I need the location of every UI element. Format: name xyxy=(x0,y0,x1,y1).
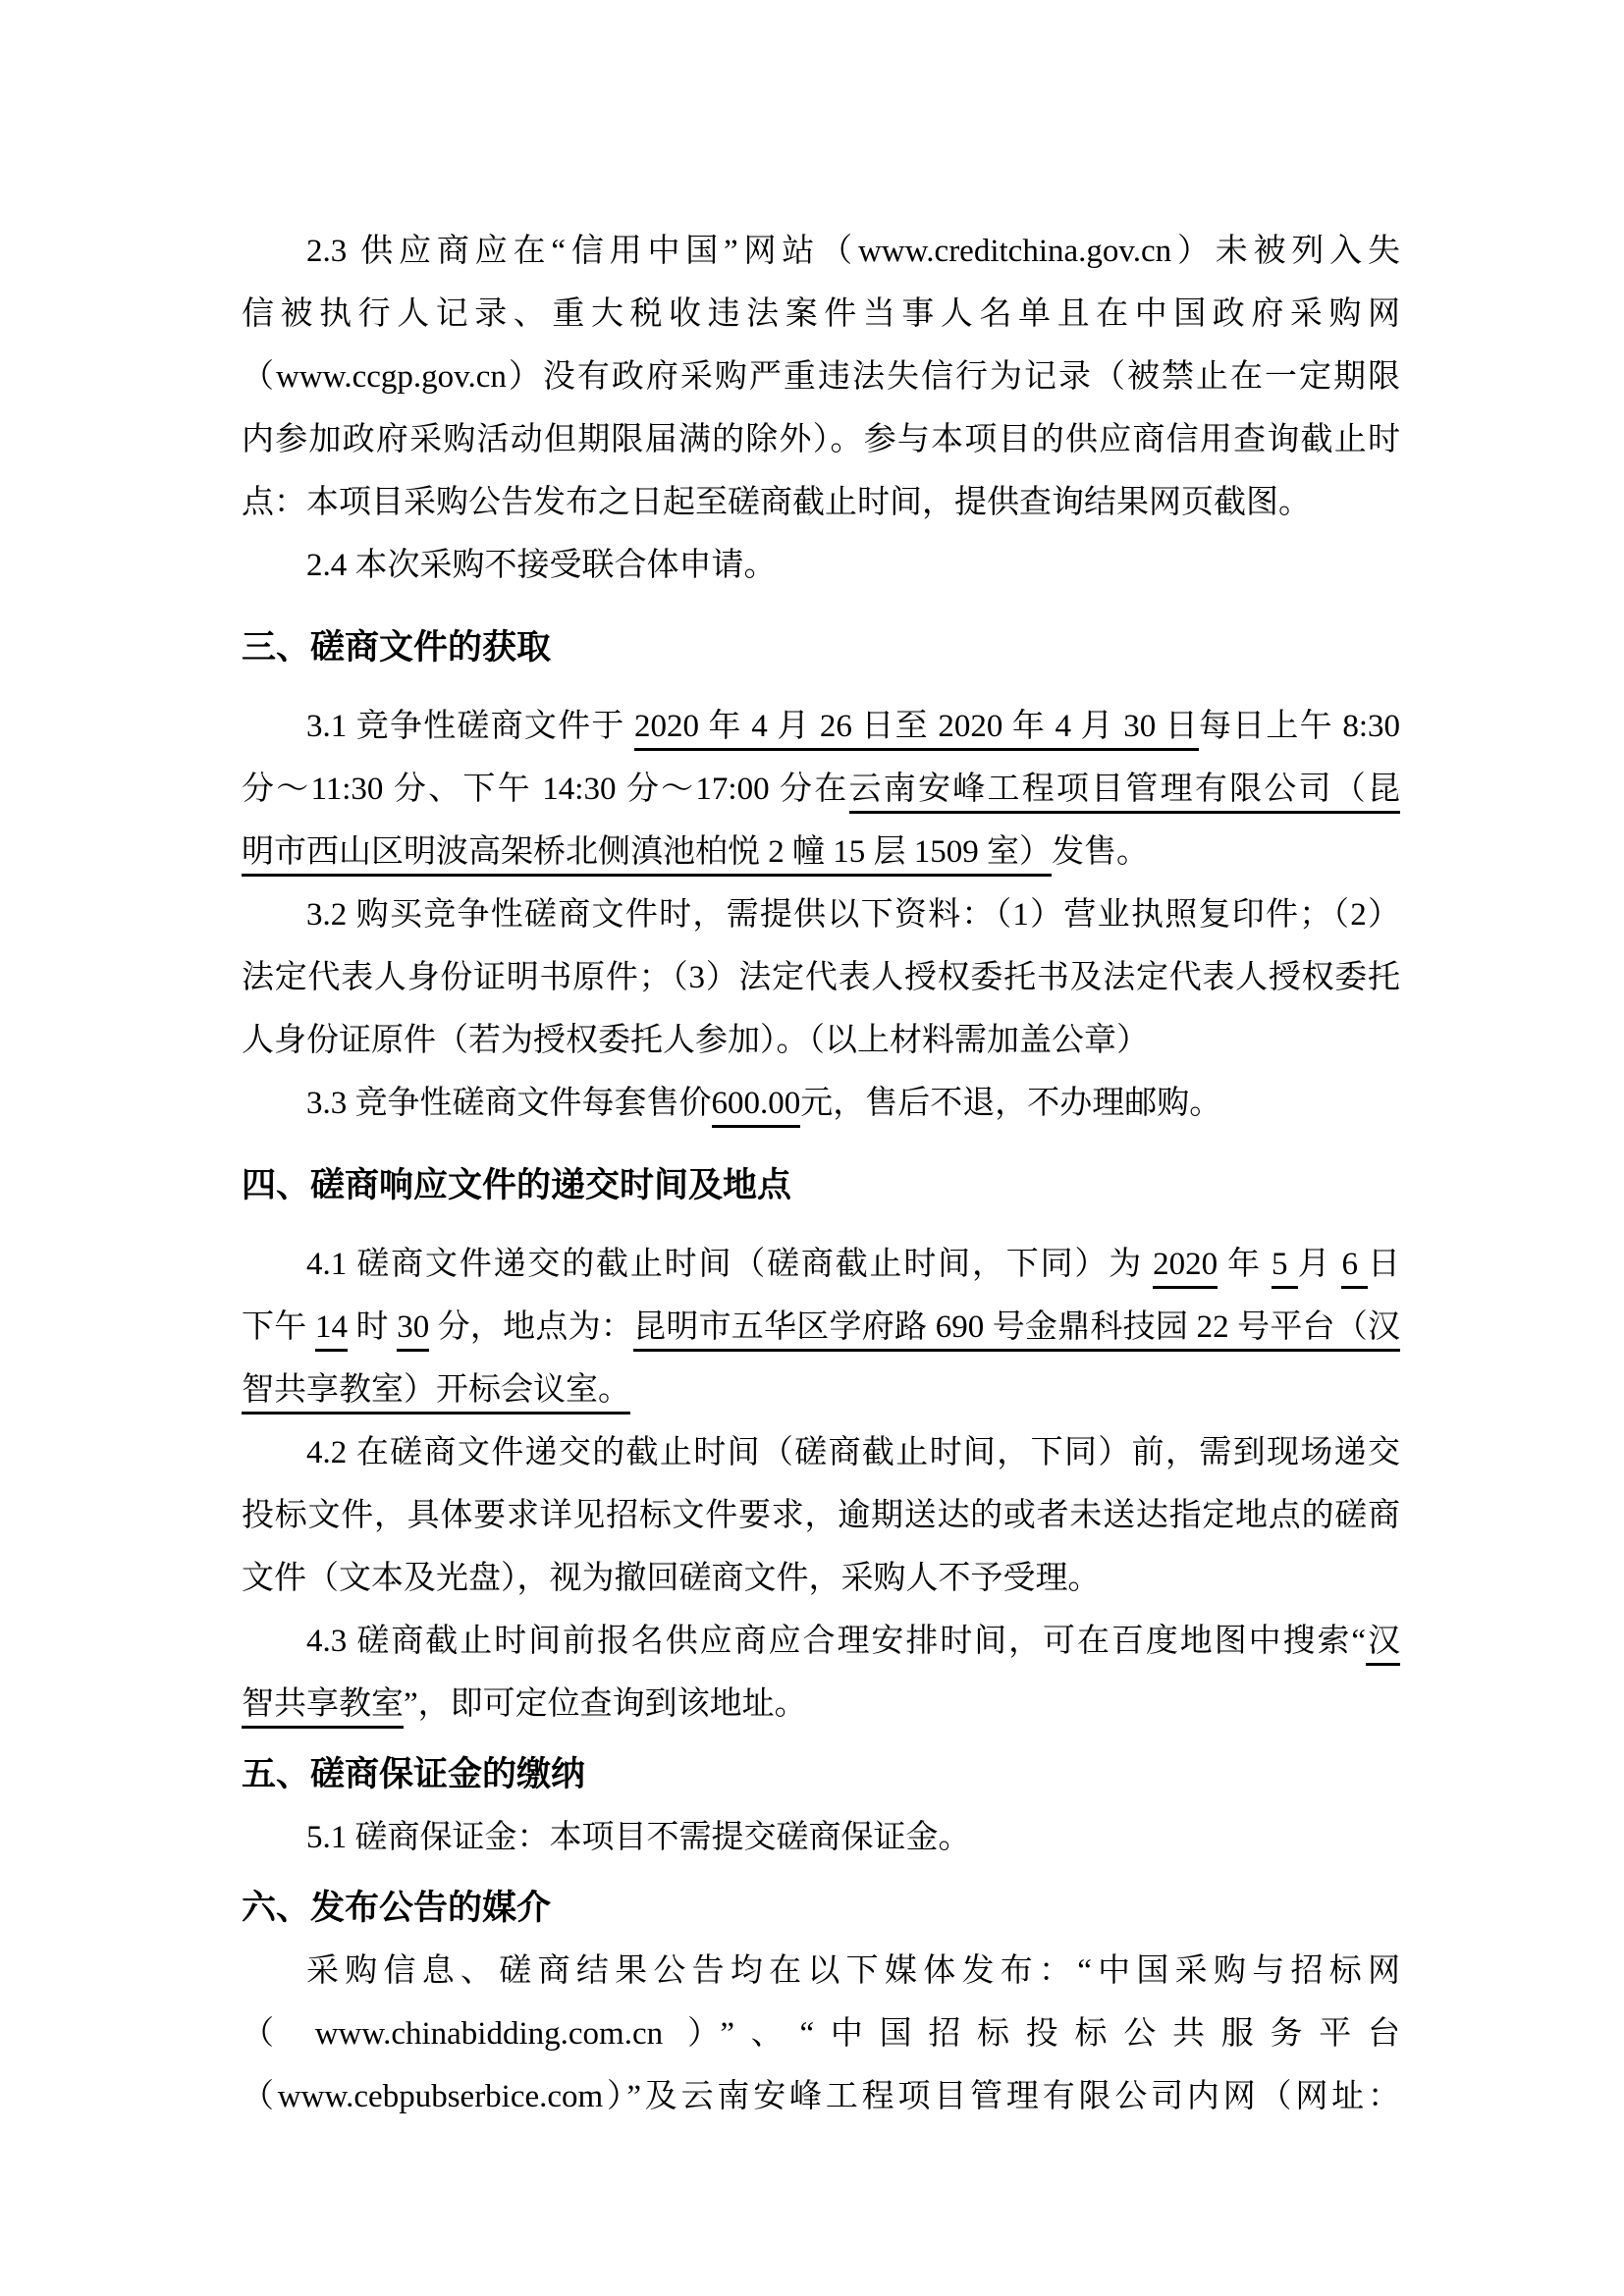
text-line xyxy=(242,1296,1400,1359)
underlined-text: 5 xyxy=(1272,1247,1298,1289)
text-line xyxy=(242,1547,1400,1610)
text-line xyxy=(242,1072,1400,1135)
text-line xyxy=(242,821,1400,883)
text-segment: ”，即可定位查询到该地址。 xyxy=(404,1686,807,1722)
text-segment: 3.2 购买竞争性磋商文件时，需提供以下资料：（1）营业执照复印件；（2） xyxy=(306,897,1400,933)
underlined-text: 昆明市五华区学府路 690 号金鼎科技园 22 号平台（汉 xyxy=(633,1309,1400,1352)
text-segment: 分～11:30 分、下午 14:30 分～17:00 分在 xyxy=(242,772,849,807)
text-line xyxy=(242,220,1400,283)
underlined-text: 2020 年 4 月 26 日至 2020 年 4 月 30 日 xyxy=(634,709,1199,751)
text-line xyxy=(242,471,1400,534)
underlined-text: 智共享教室 xyxy=(242,1686,404,1729)
text-segment: 3.1 竞争性磋商文件于 xyxy=(306,709,635,744)
text-line xyxy=(242,695,1400,758)
text-segment: 信被执行人记录、重大税收违法案件当事人名单且在中国政府采购网 xyxy=(242,296,1400,332)
text-line xyxy=(242,1806,1400,1869)
text-line xyxy=(242,946,1400,1009)
text-line xyxy=(242,2065,1400,2128)
text-segment: 5.1 磋商保证金：本项目不需提交磋商保证金。 xyxy=(306,1820,971,1855)
underlined-text: 600.00 xyxy=(712,1086,801,1128)
text-line xyxy=(242,2002,1400,2065)
paragraph xyxy=(242,883,1400,1072)
text-segment: 分，地点为： xyxy=(429,1309,634,1345)
section-heading: 六、发布公告的媒介 xyxy=(242,1889,552,1927)
paragraph xyxy=(242,1806,1400,1869)
paragraph xyxy=(242,1233,1400,1421)
text-segment: （www.ccgp.gov.cn）没有政府采购严重违法失信行为记录（被禁止在一定期限 xyxy=(242,359,1400,395)
text-segment: 文件（文本及光盘），视为撤回磋商文件，采购人不予受理。 xyxy=(242,1561,1101,1596)
underlined-text: 2020 xyxy=(1153,1247,1218,1289)
text-segment: 点：本项目采购公告发布之日起至磋商截止时间，提供查询结果网页截图。 xyxy=(242,485,1311,520)
underlined-text: 明市西山区明波高架桥北侧滇池柏悦 2 幢 15 层 1509 室） xyxy=(242,834,1052,877)
text-segment: 日 xyxy=(1368,1247,1400,1282)
text-segment: 2.4 本次采购不接受联合体申请。 xyxy=(306,548,777,583)
text-line xyxy=(242,283,1400,346)
paragraph xyxy=(242,1072,1400,1135)
text-line xyxy=(242,1610,1400,1673)
text-segment: 元，售后不退，不办理邮购。 xyxy=(800,1086,1222,1121)
section-heading: 四、磋商响应文件的递交时间及地点 xyxy=(242,1166,792,1204)
section-heading: 三、磋商文件的获取 xyxy=(242,628,552,667)
text-line xyxy=(242,1484,1400,1547)
text-segment: （ www.chinabidding.com.cn ）”、“中国招标投标公共服务平台 xyxy=(242,2016,1400,2052)
text-segment: （www.cebpubserbice.com）”及云南安峰工程项目管理有限公司内网（网址： xyxy=(242,2079,1400,2114)
paragraph xyxy=(242,1940,1400,2128)
text-segment: 3.3 竞争性磋商文件每套售价 xyxy=(306,1086,712,1121)
text-segment: 下午 xyxy=(242,1309,315,1345)
text-segment: 内参加政府采购活动但期限届满的除外）。参与本项目的供应商信用查询截止时 xyxy=(242,422,1400,457)
text-line xyxy=(242,1009,1400,1072)
text-segment: 投标文件，具体要求详见招标文件要求，逾期送达的或者未送达指定地点的磋商 xyxy=(242,1498,1400,1533)
text-segment: 年 xyxy=(1218,1247,1272,1282)
paragraph xyxy=(242,220,1400,534)
underlined-text: 30 xyxy=(397,1309,429,1352)
text-line xyxy=(242,1673,1400,1735)
text-line xyxy=(242,1359,1400,1421)
text-segment: 时 xyxy=(347,1309,398,1345)
text-line xyxy=(242,534,1400,597)
underlined-text: 6 xyxy=(1341,1247,1368,1289)
text-segment: 4.1 磋商文件递交的截止时间（磋商截止时间，下同）为 xyxy=(306,1247,1154,1282)
text-line xyxy=(242,1233,1400,1296)
text-segment: 4.2 在磋商文件递交的截止时间（磋商截止时间，下同）前，需到现场递交 xyxy=(306,1435,1400,1470)
text-line xyxy=(242,1421,1400,1484)
text-segment: 每日上午 8:30 xyxy=(1198,709,1401,744)
underlined-text: 智共享教室）开标会议室。 xyxy=(242,1372,630,1415)
text-segment: 2.3 供应商应在“信用中国”网站（www.creditchina.gov.cn）未被列入失 xyxy=(306,234,1400,269)
text-line xyxy=(242,408,1400,471)
paragraph xyxy=(242,534,1400,597)
underlined-text: 云南安峰工程项目管理有限公司（昆 xyxy=(849,772,1400,814)
text-segment: 采购信息、磋商结果公告均在以下媒体发布：“中国采购与招标网 xyxy=(306,1953,1400,1989)
text-segment: 4.3 磋商截止时间前报名供应商应合理安排时间，可在百度地图中搜索“ xyxy=(306,1624,1367,1659)
paragraph xyxy=(242,1421,1400,1610)
text-segment: 月 xyxy=(1297,1247,1342,1282)
text-segment: 人身份证原件（若为授权委托人参加）。（以上材料需加盖公章） xyxy=(242,1023,1149,1058)
text-segment: 法定代表人身份证明书原件；（3）法定代表人授权委托书及法定代表人授权委托 xyxy=(242,960,1400,995)
text-line xyxy=(242,883,1400,946)
text-line xyxy=(242,346,1400,408)
underlined-text: 汉 xyxy=(1366,1624,1400,1666)
paragraph xyxy=(242,1610,1400,1735)
section-heading: 五、磋商保证金的缴纳 xyxy=(242,1755,586,1793)
paragraph xyxy=(242,695,1400,883)
underlined-text: 14 xyxy=(315,1309,348,1352)
text-line xyxy=(242,758,1400,821)
text-segment: 发售。 xyxy=(1052,834,1149,870)
text-line xyxy=(242,1940,1400,2002)
document-body xyxy=(242,220,1400,2128)
